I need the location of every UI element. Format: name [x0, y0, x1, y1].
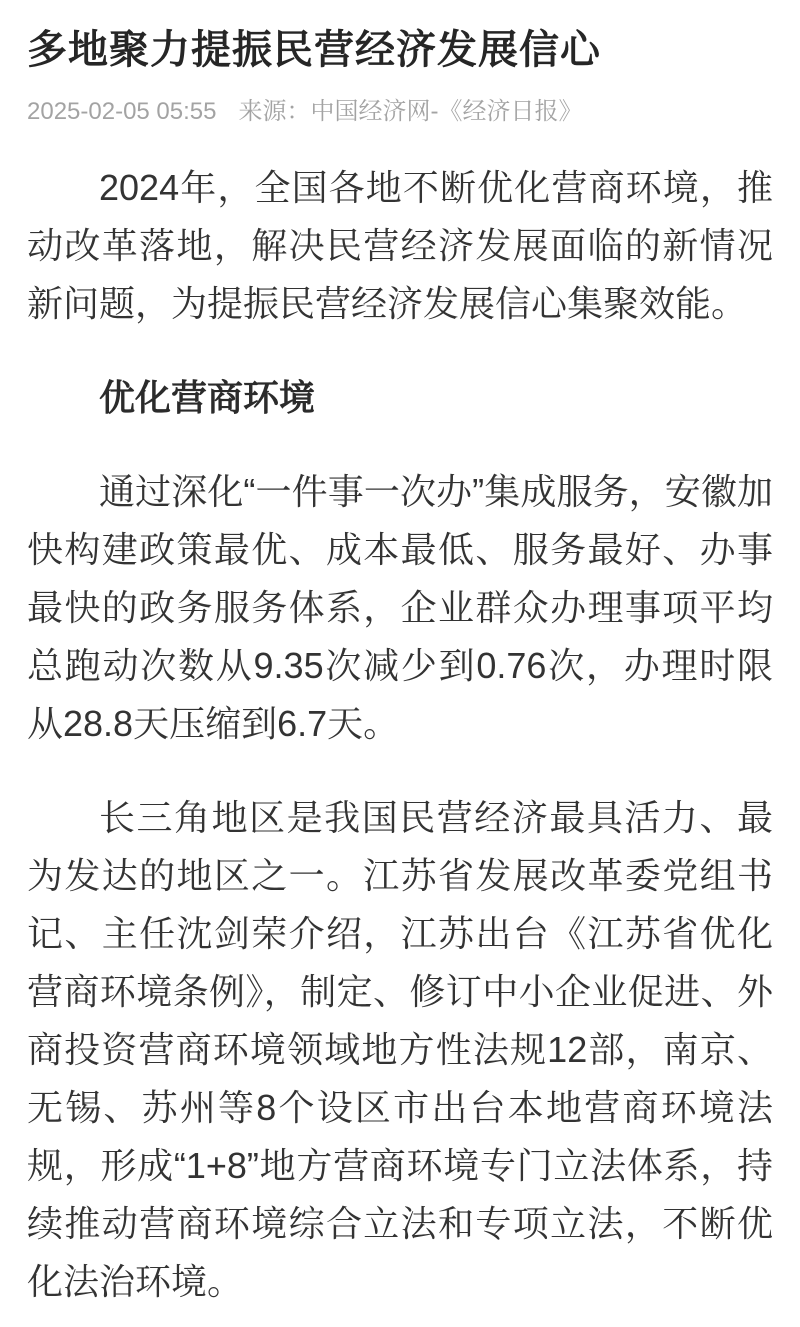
- source-label: 来源：中国经济网-《经济日报》: [238, 98, 583, 125]
- article-paragraph: 2024年，全国各地不断优化营商环境，推动改革落地，解决民营经济发展面临的新情况新问题，为提振民营经济发展信心集聚效能。: [27, 167, 773, 324]
- section-heading: 优化营商环境: [99, 377, 316, 418]
- article-meta: [27, 98, 773, 126]
- article-title: 多地聚力提振民营经济发展信心: [27, 28, 601, 72]
- article-paragraph: 长三角地区是我国民营经济最具活力、最为发达的地区之一。江苏省发展改革委党组书记、主任沈剑荣介绍，江苏出台《江苏省优化营商环境条例》，制定、修订中小企业促进、外商投资营商环境领域地方性法规12部，南京、无锡、苏州等8个设区市出台本地营商环境法规，形成“1+8”地方营商环境专门立法体系，持续推动营商环境综合立法和专项立法，不断优化法治环境。: [27, 797, 773, 1302]
- article-paragraph: 通过深化“一件事一次办”集成服务，安徽加快构建政策最优、成本最低、服务最好、办事最快的政务服务体系，企业群众办理事项平均总跑动次数从9.35次减少到0.76次，办理时限从28.8天压缩到6.7天。: [27, 471, 773, 744]
- publish-datetime: 2025-02-05 05:55: [27, 98, 217, 125]
- article-body: [27, 159, 773, 1311]
